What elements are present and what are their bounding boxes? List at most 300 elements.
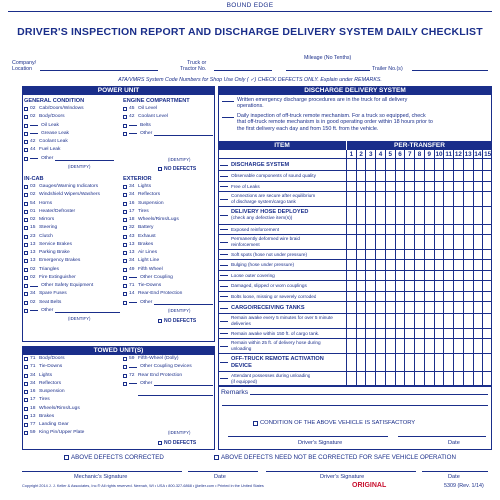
- checkbox[interactable]: [158, 319, 162, 323]
- transfer-cell[interactable]: [434, 192, 444, 207]
- checkbox[interactable]: [24, 292, 28, 296]
- transfer-cell[interactable]: [424, 159, 434, 171]
- checkbox[interactable]: [24, 132, 28, 136]
- ex-item[interactable]: 49 Fifth Wheel: [123, 266, 213, 274]
- checkbox[interactable]: [123, 284, 127, 288]
- checkbox[interactable]: [123, 276, 127, 280]
- transfer-cell[interactable]: [385, 192, 395, 207]
- transfer-cell[interactable]: [482, 225, 492, 236]
- tu-item[interactable]: 34 Reflectors: [24, 380, 120, 388]
- transfer-cell[interactable]: [463, 171, 473, 182]
- transfer-cell[interactable]: [404, 314, 414, 329]
- transfer-cell[interactable]: [395, 250, 405, 261]
- transfer-cell[interactable]: [346, 225, 356, 236]
- transfer-cell[interactable]: [404, 171, 414, 182]
- transfer-cell[interactable]: [385, 225, 395, 236]
- checkbox[interactable]: [123, 251, 127, 255]
- transfer-cell[interactable]: [453, 314, 463, 329]
- checkbox[interactable]: [24, 284, 28, 288]
- transfer-cell[interactable]: [424, 329, 434, 340]
- transfer-cell[interactable]: [453, 292, 463, 303]
- checkbox[interactable]: [24, 140, 28, 144]
- date-line-2[interactable]: [188, 471, 258, 472]
- transfer-cell[interactable]: [443, 339, 453, 354]
- transfer-cell[interactable]: [414, 302, 424, 314]
- transfer-cell[interactable]: [375, 192, 385, 207]
- transfer-cell[interactable]: [414, 250, 424, 261]
- transfer-cell[interactable]: [443, 302, 453, 314]
- mechanic-signature-line[interactable]: [22, 471, 182, 472]
- transfer-cell[interactable]: [482, 354, 492, 372]
- transfer-cell[interactable]: [482, 292, 492, 303]
- transfer-cell[interactable]: [346, 260, 356, 271]
- checkbox[interactable]: [123, 124, 127, 128]
- ex-item[interactable]: 34 Reflectors: [123, 191, 213, 199]
- transfer-cell[interactable]: [385, 207, 395, 225]
- transfer-cell[interactable]: [356, 225, 366, 236]
- transfer-cell[interactable]: [356, 314, 366, 329]
- ex-item[interactable]: 13 Air Lines: [123, 249, 213, 257]
- condition-satisfactory[interactable]: CONDITION OF THE ABOVE VEHICLE IS SATISFACTORY: [253, 420, 415, 426]
- transfer-cell[interactable]: [395, 329, 405, 340]
- gc-item[interactable]: 44 Fuel Leak: [24, 146, 114, 154]
- checkbox[interactable]: [123, 218, 127, 222]
- transfer-cell[interactable]: [375, 372, 385, 387]
- transfer-cell[interactable]: [473, 314, 483, 329]
- transfer-cell[interactable]: [375, 292, 385, 303]
- tu-item[interactable]: Other Coupling Devices: [123, 363, 213, 371]
- transfer-cell[interactable]: [385, 314, 395, 329]
- transfer-cell[interactable]: [414, 372, 424, 387]
- checkbox[interactable]: [123, 292, 127, 296]
- transfer-cell[interactable]: [453, 329, 463, 340]
- transfer-cell[interactable]: [482, 182, 492, 193]
- date-line-3[interactable]: [422, 471, 488, 472]
- transfer-cell[interactable]: [395, 171, 405, 182]
- checkbox[interactable]: [24, 157, 28, 161]
- transfer-cell[interactable]: [375, 354, 385, 372]
- checkbox[interactable]: [214, 455, 219, 460]
- checkbox[interactable]: [123, 268, 127, 272]
- checkbox[interactable]: [123, 382, 127, 386]
- transfer-cell[interactable]: [395, 260, 405, 271]
- transfer-cell[interactable]: [482, 329, 492, 340]
- transfer-cell[interactable]: [375, 260, 385, 271]
- gc-item[interactable]: Oil Leak: [24, 122, 114, 130]
- transfer-cell[interactable]: [375, 250, 385, 261]
- transfer-cell[interactable]: [434, 372, 444, 387]
- transfer-cell[interactable]: [424, 171, 434, 182]
- checkbox[interactable]: [24, 407, 28, 411]
- trailer-field[interactable]: [412, 70, 488, 71]
- transfer-cell[interactable]: [482, 271, 492, 282]
- checkbox[interactable]: [24, 268, 28, 272]
- transfer-cell[interactable]: [482, 339, 492, 354]
- checkbox[interactable]: [24, 193, 28, 197]
- transfer-cell[interactable]: [404, 235, 414, 250]
- remarks-line-1[interactable]: [250, 394, 488, 395]
- transfer-cell[interactable]: [463, 260, 473, 271]
- transfer-cell[interactable]: [434, 271, 444, 282]
- transfer-cell[interactable]: [414, 271, 424, 282]
- transfer-cell[interactable]: [395, 225, 405, 236]
- transfer-cell[interactable]: [482, 372, 492, 387]
- checkbox[interactable]: [123, 210, 127, 214]
- transfer-cell[interactable]: [414, 339, 424, 354]
- ec-item[interactable]: Other: [123, 130, 213, 138]
- transfer-cell[interactable]: [395, 207, 405, 225]
- transfer-cell[interactable]: [434, 302, 444, 314]
- ex-item[interactable]: Other: [123, 299, 213, 307]
- checkbox[interactable]: [24, 115, 28, 119]
- transfer-cell[interactable]: [375, 159, 385, 171]
- transfer-cell[interactable]: [346, 339, 356, 354]
- transfer-cell[interactable]: [385, 292, 395, 303]
- gc-item[interactable]: Grease Leak: [24, 130, 114, 138]
- transfer-cell[interactable]: [365, 271, 375, 282]
- transfer-cell[interactable]: [404, 302, 414, 314]
- transfer-cell[interactable]: [385, 281, 395, 292]
- checkbox[interactable]: [123, 185, 127, 189]
- ec-item[interactable]: 45 Oil Level: [123, 105, 213, 113]
- transfer-cell[interactable]: [404, 182, 414, 193]
- transfer-cell[interactable]: [443, 207, 453, 225]
- transfer-cell[interactable]: [365, 192, 375, 207]
- transfer-cell[interactable]: [473, 302, 483, 314]
- transfer-cell[interactable]: [395, 292, 405, 303]
- ex-item[interactable]: 13 Brakes: [123, 241, 213, 249]
- transfer-cell[interactable]: [414, 329, 424, 340]
- gc-item[interactable]: 02 Body/Doors: [24, 113, 114, 121]
- ex-item[interactable]: Other Coupling: [123, 274, 213, 282]
- transfer-cell[interactable]: [453, 235, 463, 250]
- transfer-cell[interactable]: [365, 372, 375, 387]
- ic-item[interactable]: 54 Horns: [24, 200, 120, 208]
- transfer-cell[interactable]: [434, 339, 444, 354]
- checkbox[interactable]: [123, 115, 127, 119]
- defects-corrected[interactable]: ABOVE DEFECTS CORRECTED: [64, 454, 164, 461]
- transfer-cell[interactable]: [365, 354, 375, 372]
- transfer-cell[interactable]: [453, 207, 463, 225]
- transfer-cell[interactable]: [356, 260, 366, 271]
- transfer-cell[interactable]: [385, 302, 395, 314]
- checkbox[interactable]: [123, 202, 127, 206]
- transfer-cell[interactable]: [365, 302, 375, 314]
- transfer-cell[interactable]: [443, 192, 453, 207]
- checkbox[interactable]: [24, 243, 28, 247]
- transfer-cell[interactable]: [473, 372, 483, 387]
- transfer-cell[interactable]: [346, 207, 356, 225]
- transfer-cell[interactable]: [424, 281, 434, 292]
- transfer-cell[interactable]: [375, 225, 385, 236]
- transfer-cell[interactable]: [443, 372, 453, 387]
- transfer-cell[interactable]: [356, 192, 366, 207]
- transfer-cell[interactable]: [414, 235, 424, 250]
- checkbox[interactable]: [24, 415, 28, 419]
- transfer-cell[interactable]: [443, 354, 453, 372]
- transfer-cell[interactable]: [463, 354, 473, 372]
- transfer-cell[interactable]: [395, 235, 405, 250]
- checkbox[interactable]: [24, 365, 28, 369]
- transfer-cell[interactable]: [346, 281, 356, 292]
- ex-item[interactable]: 71 Tie-Downs: [123, 282, 213, 290]
- transfer-cell[interactable]: [482, 235, 492, 250]
- transfer-cell[interactable]: [443, 314, 453, 329]
- tu-item[interactable]: 16 Suspension: [24, 388, 120, 396]
- transfer-cell[interactable]: [434, 225, 444, 236]
- transfer-cell[interactable]: [434, 182, 444, 193]
- checkbox[interactable]: [24, 398, 28, 402]
- transfer-cell[interactable]: [365, 314, 375, 329]
- transfer-cell[interactable]: [463, 292, 473, 303]
- transfer-cell[interactable]: [463, 372, 473, 387]
- checkbox[interactable]: [24, 382, 28, 386]
- transfer-cell[interactable]: [414, 354, 424, 372]
- transfer-cell[interactable]: [424, 207, 434, 225]
- checkbox[interactable]: [123, 235, 127, 239]
- transfer-cell[interactable]: [463, 314, 473, 329]
- tu-item[interactable]: 59 King Pin/Upper Plate: [24, 429, 120, 437]
- transfer-cell[interactable]: [473, 171, 483, 182]
- transfer-cell[interactable]: [414, 292, 424, 303]
- transfer-cell[interactable]: [434, 354, 444, 372]
- transfer-cell[interactable]: [424, 372, 434, 387]
- transfer-cell[interactable]: [463, 159, 473, 171]
- transfer-cell[interactable]: [414, 260, 424, 271]
- ic-item[interactable]: 02 Seat Belts: [24, 299, 120, 307]
- transfer-cell[interactable]: [375, 302, 385, 314]
- transfer-cell[interactable]: [414, 182, 424, 193]
- transfer-cell[interactable]: [395, 271, 405, 282]
- transfer-cell[interactable]: [356, 207, 366, 225]
- transfer-cell[interactable]: [346, 329, 356, 340]
- checkbox[interactable]: [123, 374, 127, 378]
- transfer-cell[interactable]: [404, 292, 414, 303]
- transfer-cell[interactable]: [424, 250, 434, 261]
- transfer-cell[interactable]: [365, 207, 375, 225]
- transfer-cell[interactable]: [443, 281, 453, 292]
- ex-item[interactable]: 16 Suspension: [123, 200, 213, 208]
- transfer-cell[interactable]: [414, 281, 424, 292]
- transfer-cell[interactable]: [365, 235, 375, 250]
- transfer-cell[interactable]: [443, 250, 453, 261]
- mileage-field[interactable]: [286, 70, 370, 71]
- transfer-cell[interactable]: [356, 250, 366, 261]
- transfer-cell[interactable]: [375, 314, 385, 329]
- transfer-cell[interactable]: [482, 207, 492, 225]
- ec-item[interactable]: 42 Coolant Level: [123, 113, 213, 121]
- transfer-cell[interactable]: [395, 281, 405, 292]
- transfer-cell[interactable]: [356, 372, 366, 387]
- tu-item[interactable]: 17 Tires: [24, 396, 120, 404]
- transfer-cell[interactable]: [385, 339, 395, 354]
- transfer-cell[interactable]: [473, 329, 483, 340]
- checkbox[interactable]: [24, 309, 28, 313]
- tu-item[interactable]: 71 Tie-Downs: [24, 363, 120, 371]
- transfer-cell[interactable]: [434, 171, 444, 182]
- transfer-cell[interactable]: [424, 292, 434, 303]
- transfer-cell[interactable]: [473, 260, 483, 271]
- transfer-cell[interactable]: [453, 182, 463, 193]
- checkbox[interactable]: [24, 374, 28, 378]
- transfer-cell[interactable]: [346, 372, 356, 387]
- transfer-cell[interactable]: [463, 302, 473, 314]
- checkbox[interactable]: [253, 421, 258, 426]
- transfer-cell[interactable]: [434, 329, 444, 340]
- tu-item[interactable]: 34 Lights: [24, 372, 120, 380]
- transfer-cell[interactable]: [356, 271, 366, 282]
- transfer-cell[interactable]: [443, 235, 453, 250]
- ic-item[interactable]: Other: [24, 307, 120, 315]
- transfer-cell[interactable]: [424, 182, 434, 193]
- checkbox[interactable]: [123, 243, 127, 247]
- transfer-cell[interactable]: [414, 225, 424, 236]
- transfer-cell[interactable]: [414, 159, 424, 171]
- transfer-cell[interactable]: [395, 339, 405, 354]
- tu-item[interactable]: Other: [123, 380, 213, 388]
- tu-item[interactable]: 77 Landing Gear: [24, 421, 120, 429]
- transfer-cell[interactable]: [346, 271, 356, 282]
- transfer-cell[interactable]: [443, 329, 453, 340]
- transfer-cell[interactable]: [346, 314, 356, 329]
- transfer-cell[interactable]: [424, 192, 434, 207]
- transfer-cell[interactable]: [473, 354, 483, 372]
- transfer-cell[interactable]: [395, 192, 405, 207]
- ex-no-defects[interactable]: NO DEFECTS: [158, 318, 196, 324]
- driver-signature-line-1[interactable]: [228, 436, 388, 437]
- ex-item[interactable]: 43 Exhaust: [123, 233, 213, 241]
- transfer-cell[interactable]: [482, 250, 492, 261]
- transfer-cell[interactable]: [473, 235, 483, 250]
- transfer-cell[interactable]: [375, 182, 385, 193]
- transfer-cell[interactable]: [385, 159, 395, 171]
- transfer-cell[interactable]: [424, 302, 434, 314]
- transfer-cell[interactable]: [385, 260, 395, 271]
- transfer-cell[interactable]: [453, 281, 463, 292]
- checkbox[interactable]: [123, 259, 127, 263]
- ec-item[interactable]: Belts: [123, 122, 213, 130]
- checkbox[interactable]: [123, 365, 127, 369]
- transfer-cell[interactable]: [346, 250, 356, 261]
- transfer-cell[interactable]: [463, 250, 473, 261]
- transfer-cell[interactable]: [453, 271, 463, 282]
- transfer-cell[interactable]: [356, 302, 366, 314]
- transfer-cell[interactable]: [482, 260, 492, 271]
- transfer-cell[interactable]: [404, 271, 414, 282]
- transfer-cell[interactable]: [453, 159, 463, 171]
- gc-item[interactable]: 02 Cab/Doors/Windows: [24, 105, 114, 113]
- transfer-cell[interactable]: [463, 271, 473, 282]
- discharge-check-1[interactable]: Written emergency discharge procedures are in the truck for all delivery operations.: [222, 97, 488, 110]
- checkbox[interactable]: [123, 132, 127, 136]
- checkbox[interactable]: [158, 441, 162, 445]
- transfer-cell[interactable]: [414, 314, 424, 329]
- checkbox[interactable]: [24, 423, 28, 427]
- ex-item[interactable]: 14 Rear-End Protection: [123, 290, 213, 298]
- checkbox[interactable]: [24, 390, 28, 394]
- transfer-cell[interactable]: [375, 207, 385, 225]
- checkbox[interactable]: [123, 193, 127, 197]
- transfer-cell[interactable]: [434, 235, 444, 250]
- transfer-cell[interactable]: [463, 235, 473, 250]
- transfer-cell[interactable]: [395, 182, 405, 193]
- transfer-cell[interactable]: [473, 192, 483, 207]
- transfer-cell[interactable]: [385, 182, 395, 193]
- transfer-cell[interactable]: [424, 235, 434, 250]
- ic-item[interactable]: 23 Clutch: [24, 233, 120, 241]
- transfer-cell[interactable]: [365, 260, 375, 271]
- transfer-cell[interactable]: [404, 281, 414, 292]
- transfer-cell[interactable]: [443, 171, 453, 182]
- transfer-cell[interactable]: [482, 192, 492, 207]
- transfer-cell[interactable]: [453, 250, 463, 261]
- checkbox[interactable]: [123, 301, 127, 305]
- checkbox[interactable]: [24, 251, 28, 255]
- transfer-cell[interactable]: [453, 339, 463, 354]
- transfer-cell[interactable]: [365, 281, 375, 292]
- transfer-cell[interactable]: [453, 171, 463, 182]
- tu-item[interactable]: 71 Body/Doors: [24, 355, 120, 363]
- gc-item[interactable]: Other: [24, 155, 114, 163]
- checkbox[interactable]: [24, 357, 28, 361]
- transfer-cell[interactable]: [385, 271, 395, 282]
- transfer-cell[interactable]: [385, 171, 395, 182]
- transfer-cell[interactable]: [434, 281, 444, 292]
- transfer-cell[interactable]: [424, 260, 434, 271]
- checkbox[interactable]: [123, 107, 127, 111]
- transfer-cell[interactable]: [356, 171, 366, 182]
- transfer-cell[interactable]: [404, 159, 414, 171]
- ec-no-defects[interactable]: NO DEFECTS: [158, 166, 196, 172]
- transfer-cell[interactable]: [473, 159, 483, 171]
- transfer-cell[interactable]: [356, 339, 366, 354]
- transfer-cell[interactable]: [346, 354, 356, 372]
- transfer-cell[interactable]: [482, 281, 492, 292]
- transfer-cell[interactable]: [365, 159, 375, 171]
- transfer-cell[interactable]: [385, 354, 395, 372]
- ex-item[interactable]: 34 Lights: [123, 183, 213, 191]
- defects-not-corrected[interactable]: ABOVE DEFECTS NEED NOT BE CORRECTED FOR SAFE VEHICLE OPERATION: [214, 454, 456, 461]
- remarks-line-2[interactable]: [222, 405, 488, 406]
- checkbox[interactable]: [24, 148, 28, 152]
- tu-item[interactable]: 13 Brakes: [24, 413, 120, 421]
- transfer-cell[interactable]: [395, 159, 405, 171]
- checkbox[interactable]: [24, 301, 28, 305]
- ex-item[interactable]: 32 Battery: [123, 224, 213, 232]
- checkbox[interactable]: [24, 210, 28, 214]
- transfer-cell[interactable]: [453, 225, 463, 236]
- transfer-cell[interactable]: [404, 354, 414, 372]
- transfer-cell[interactable]: [404, 339, 414, 354]
- transfer-cell[interactable]: [356, 159, 366, 171]
- transfer-cell[interactable]: [473, 292, 483, 303]
- checkbox[interactable]: [24, 259, 28, 263]
- transfer-cell[interactable]: [463, 225, 473, 236]
- checkbox[interactable]: [123, 226, 127, 230]
- transfer-cell[interactable]: [395, 302, 405, 314]
- transfer-cell[interactable]: [434, 314, 444, 329]
- ic-item[interactable]: 13 Emergency Brakes: [24, 257, 120, 265]
- transfer-cell[interactable]: [443, 260, 453, 271]
- gc-item[interactable]: 42 Coolant Leak: [24, 138, 114, 146]
- transfer-cell[interactable]: [356, 281, 366, 292]
- transfer-cell[interactable]: [473, 281, 483, 292]
- transfer-cell[interactable]: [385, 250, 395, 261]
- transfer-cell[interactable]: [453, 302, 463, 314]
- transfer-cell[interactable]: [482, 314, 492, 329]
- checkbox[interactable]: [24, 218, 28, 222]
- checkbox[interactable]: [24, 276, 28, 280]
